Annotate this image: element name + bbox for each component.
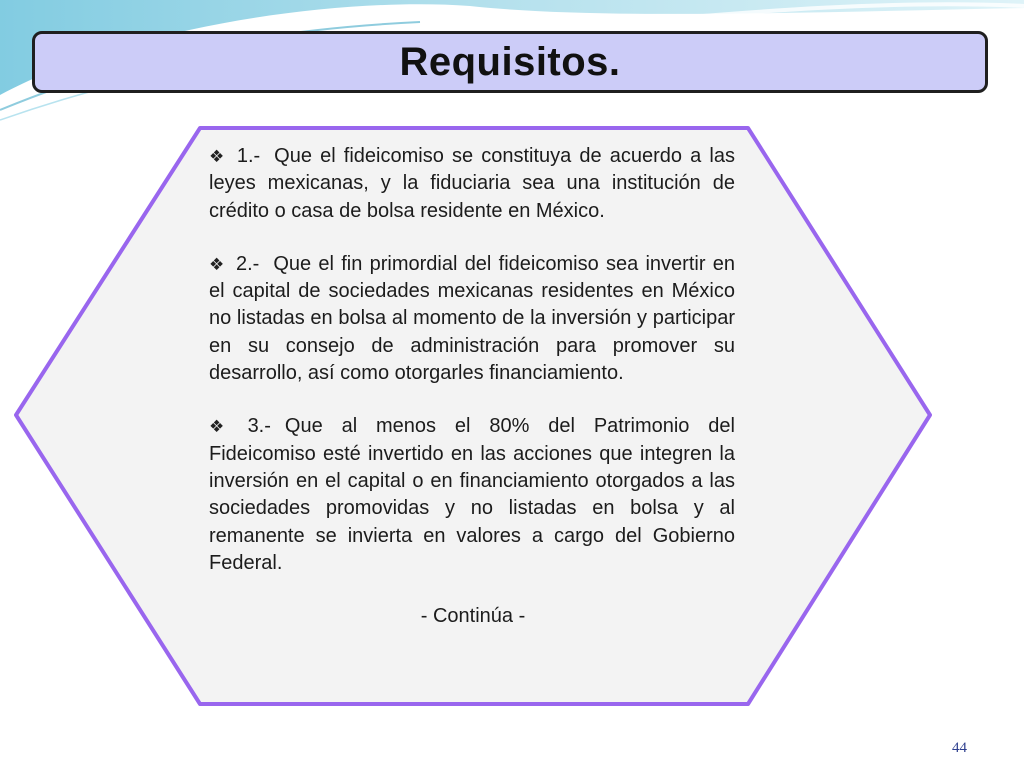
- item-text: Que el fideicomiso se constituya de acuerdo a las leyes mexicanas, y la fiduciaria sea una institución de crédito o casa de bolsa residente en México.: [209, 145, 735, 222]
- item-text: Que al menos el 80% del Patrimonio del Fideicomiso esté invertido en las acciones que integren la inversión en el capital o en financiamiento otorgados a las sociedades promovidas y no listadas en bolsa y al remanente se invierta en valores a cargo del Gobierno Federal.: [209, 415, 735, 574]
- diamond-dots-icon: ❖: [209, 417, 238, 437]
- item-number: 1.-: [236, 145, 261, 167]
- list-item: [209, 251, 735, 387]
- requirements-list: [209, 143, 735, 630]
- item-number: 3.-: [247, 415, 271, 438]
- list-item: [209, 413, 735, 577]
- list-item: [209, 143, 735, 225]
- item-text: Que el fin primordial del fideicomiso sea invertir en el capital de sociedades mexicanas residentes en México no listadas en bolsa al momento de la inversión y participar en su consejo de administración para promover su desarrollo, así como otorgarles financiamiento.: [209, 252, 735, 385]
- page-title: Requisitos.: [399, 39, 621, 84]
- continued-note: - Continúa -: [420, 605, 526, 628]
- item-number: 2.-: [235, 252, 260, 275]
- diamond-dots-icon: ❖: [209, 254, 226, 274]
- page-number: 44: [952, 740, 967, 756]
- diamond-dots-icon: ❖: [209, 147, 227, 166]
